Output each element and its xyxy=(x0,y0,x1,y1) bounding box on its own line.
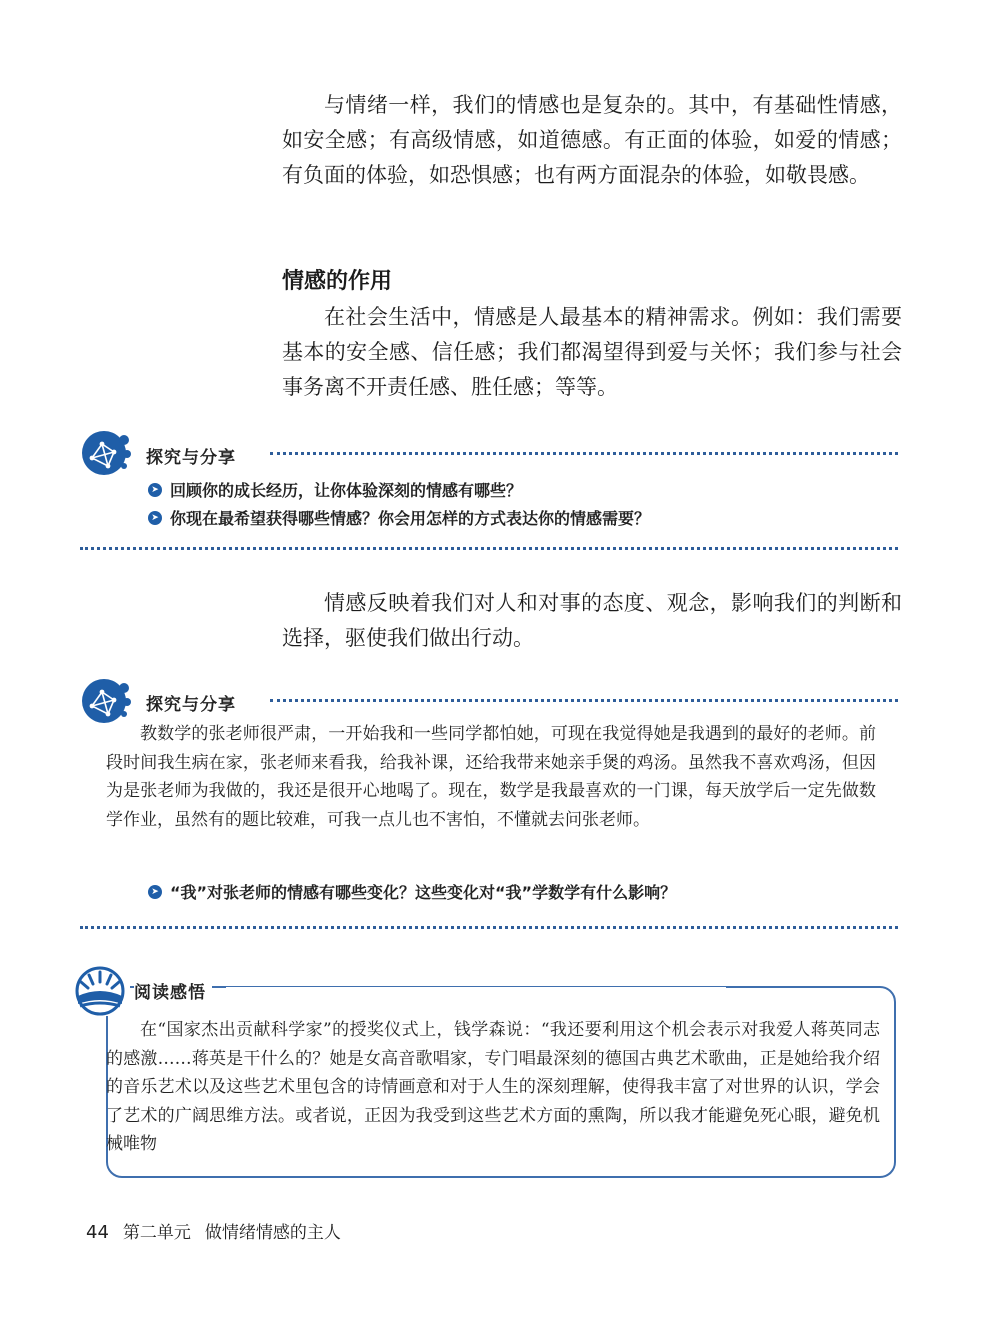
section-heading: 情感的作用 xyxy=(282,269,393,294)
dotted-divider xyxy=(80,926,898,929)
story-text xyxy=(106,720,876,834)
unit-title: 做情绪情感的主人 xyxy=(204,1223,341,1243)
arrow-bullet-icon: ➤ xyxy=(148,885,162,899)
question-item xyxy=(148,506,650,529)
question-text: 你现在最希望获得哪些情感？你会用怎样的方式表达你的情感需要？ xyxy=(170,509,651,528)
reading-text xyxy=(106,1016,880,1159)
reading-icon xyxy=(70,966,130,1016)
intro-paragraph xyxy=(282,88,902,193)
question-item xyxy=(148,478,522,501)
dotted-divider xyxy=(270,452,898,455)
intro-paragraph-text: 与情绪一样，我们的情感也是复杂的。其中，有基础性情感，如安全感；有高级情感，如道德感。有正面的体验，如爱的情感；有负面的体验，如恐惧感；也有两方面混杂的体验，如敬畏感。 xyxy=(282,93,902,187)
role-paragraph xyxy=(282,300,902,405)
arrow-bullet-icon: ➤ xyxy=(148,483,162,497)
story-paragraph: 教数学的张老师很严肃，一开始我和一些同学都怕她，可现在我觉得她是我遇到的最好的老师。前段时间我生病在家，张老师来看我，给我补课，还给我带来她亲手煲的鸡汤。虽然我不喜欢鸡汤，但因为是张老师为我做的，我还是很开心地喝了。现在，数学是我最喜欢的一门课，每天放学后一定先做数学作业，虽然有的题比较难，可我一点儿也不害怕，不懂就去问张老师。 xyxy=(106,724,876,830)
role-paragraph-text: 在社会生活中，情感是人最基本的精神需求。例如：我们需要基本的安全感、信任感；我们都渴望得到爱与关怀；我们参与社会事务离不开责任感、胜任感；等等。 xyxy=(282,305,902,399)
explore-title-1: 探究与分享 xyxy=(146,448,236,468)
dotted-divider xyxy=(80,547,898,550)
explore-icon xyxy=(80,676,136,726)
question-item xyxy=(148,880,676,903)
page-footer xyxy=(86,1218,341,1243)
influence-paragraph-text: 情感反映着我们对人和对事的态度、观念，影响我们的判断和选择，驱使我们做出行动。 xyxy=(282,591,902,650)
reading-paragraph: 在“国家杰出贡献科学家”的授奖仪式上，钱学森说：“我还要利用这个机会表示对我爱人蒋英同志的感激……蒋英是干什么的？她是女高音歌唱家，专门唱最深刻的德国古典艺术歌曲，正是她给我介绍的音乐艺术以及这些艺术里包含的诗情画意和对于人生的深刻理解，使得我丰富了对世界的认识，学会了艺术的广阔思维方法。或者说，正因为我受到这些艺术方面的熏陶，所以我才能避免死心眼，避免机械唯物 xyxy=(106,1020,880,1154)
question-text: 回顾你的成长经历，让你体验深刻的情感有哪些？ xyxy=(170,481,523,500)
dotted-divider xyxy=(270,699,898,702)
unit-label: 第二单元 xyxy=(122,1223,191,1243)
title-gap xyxy=(226,987,726,991)
explore-title-2: 探究与分享 xyxy=(146,695,236,715)
arrow-bullet-icon: ➤ xyxy=(148,511,162,525)
explore-icon xyxy=(80,428,136,478)
page-number: 44 xyxy=(86,1222,109,1243)
influence-paragraph xyxy=(282,586,902,656)
question-text: “我”对张老师的情感有哪些变化？这些变化对“我”学数学有什么影响？ xyxy=(170,883,677,902)
reading-title: 阅读感悟 xyxy=(134,978,212,1003)
